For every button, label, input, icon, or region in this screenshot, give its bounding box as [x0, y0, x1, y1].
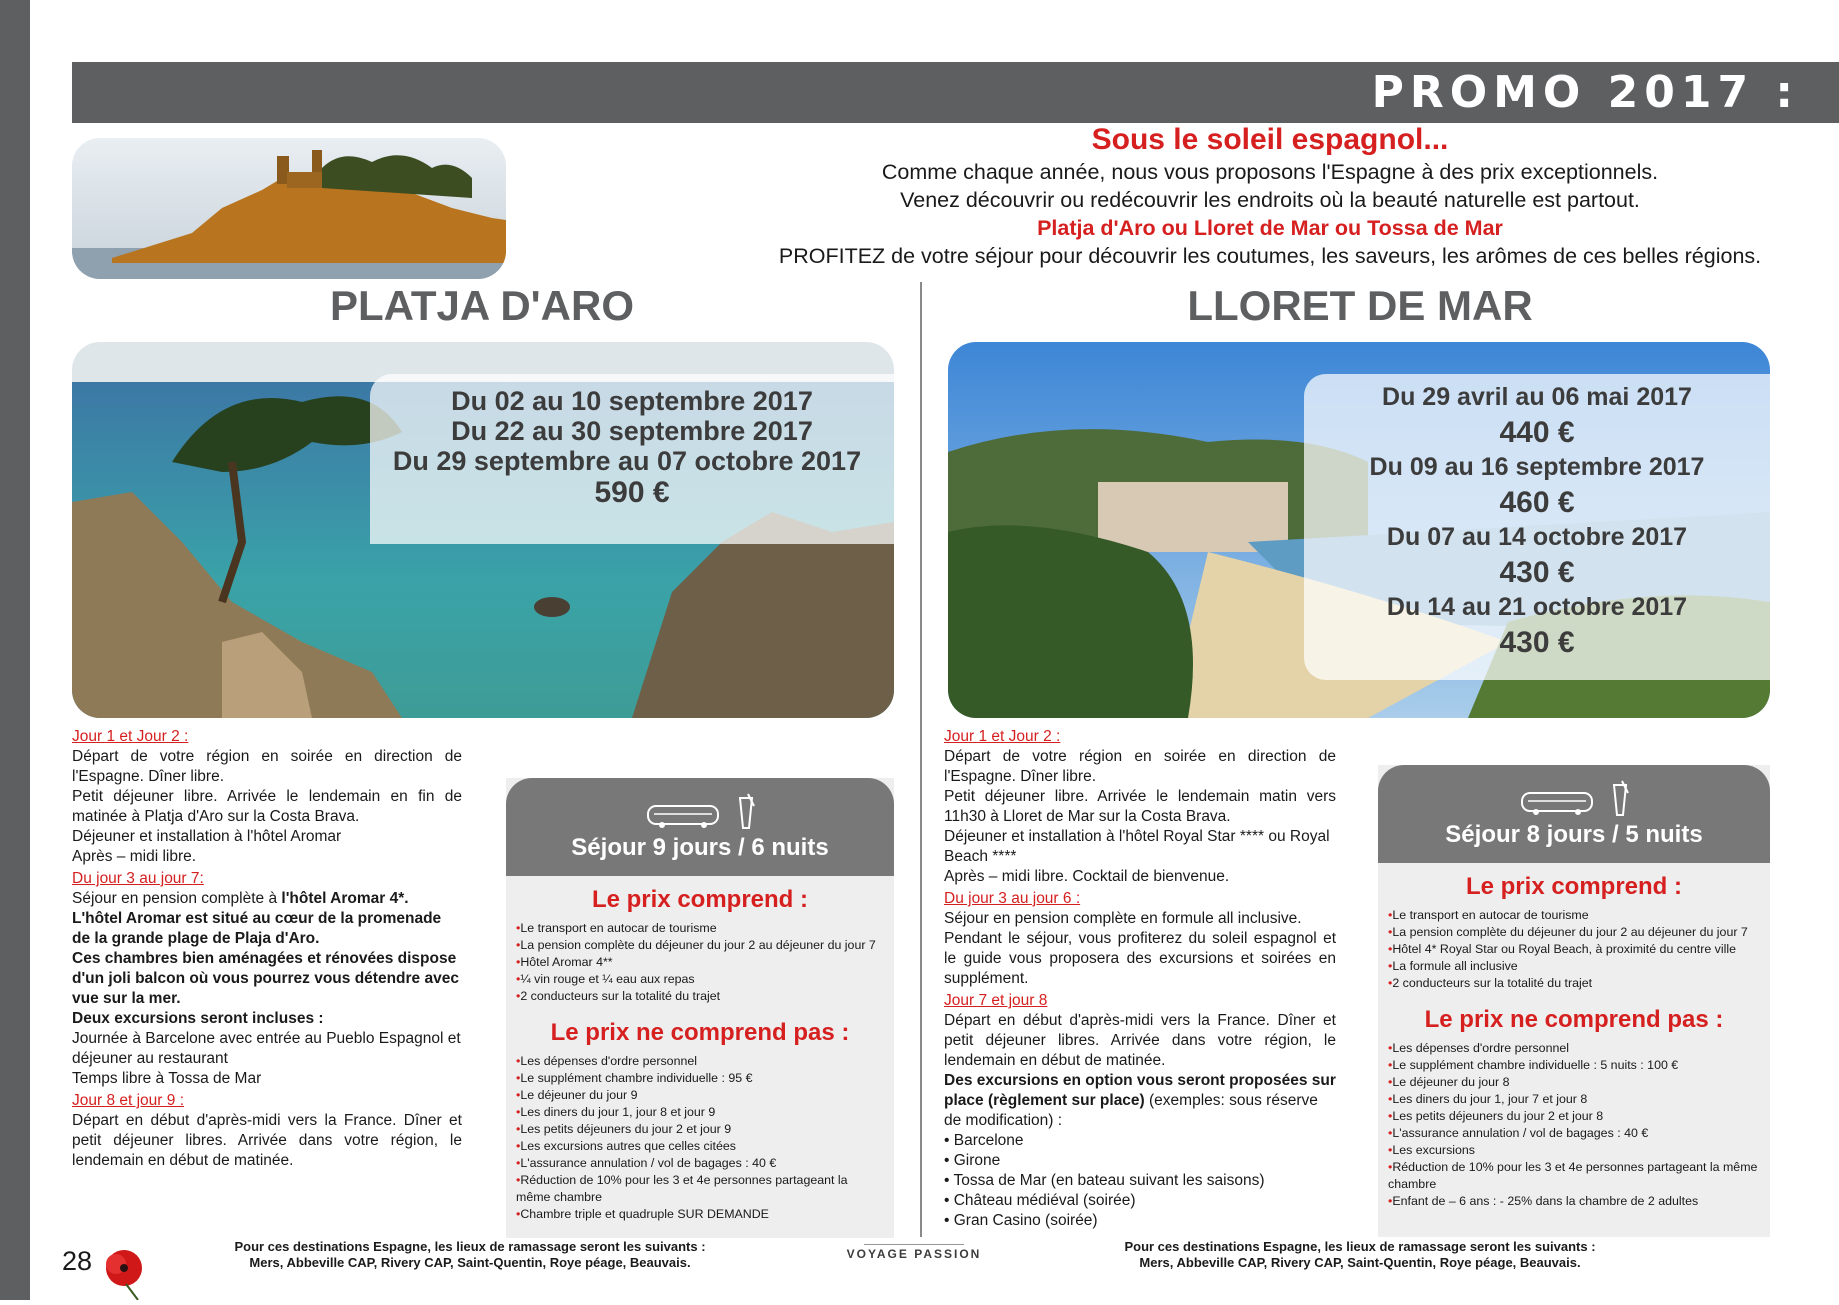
platja-excursions-label: Deux excursions seront incluses : — [72, 1010, 324, 1027]
lloret-comprend-label: Le prix comprend : — [1465, 873, 1683, 900]
lloret-comprend-list — [1378, 907, 1770, 992]
lloret-box-header — [1378, 765, 1770, 863]
page-number: 28 — [62, 1246, 93, 1276]
platja-text: Déjeuner et installation à l'hôtel Aromar — [72, 828, 342, 845]
lloret-text: Séjour en pension complète en formule all inclusive. — [944, 910, 1302, 927]
lloret-box-title: Séjour 8 jours / 5 nuits — [1445, 821, 1703, 848]
platja-text: Après – midi libre. — [72, 848, 197, 865]
lloret-text: Pendant le séjour, vous profiterez du soleil espagnol et le guide vous proposera des excursions et soirées en supplément. — [944, 930, 1336, 987]
list-item: • Gran Casino (soirée) — [944, 1212, 1098, 1229]
bus-icon — [640, 792, 760, 834]
platja-text: Temps libre à Tossa de Mar — [72, 1070, 262, 1087]
lloret-day-1-heading: Jour 1 et Jour 2 : — [944, 728, 1061, 745]
lloret-ne-comprend-label: Le prix ne comprend pas : — [1424, 1006, 1724, 1033]
platja-itinerary — [72, 727, 462, 1171]
platja-hotel-rooms: Ces chambres bien aménagées et rénovées dispose d'un joli balcon où vous pourrez vous détendre avec vue sur la mer. — [72, 950, 459, 1007]
voyage-passion-logo — [844, 1244, 984, 1261]
platja-hotel-location: L'hôtel Aromar est situé au cœur de la promenade de la grande plage de Plaja d'Aro. — [72, 910, 442, 947]
column-divider — [920, 282, 922, 1237]
platja-text: Journée à Barcelone avec entrée au Pueblo Espagnol et déjeuner au restaurant — [72, 1030, 461, 1067]
castle-photo — [72, 138, 506, 279]
intro-line-2: Venez découvrir ou redécouvrir les endroits où la beauté naturelle est partout. — [900, 188, 1640, 212]
list-item: • Tossa de Mar (en bateau suivant les saisons) — [944, 1172, 1265, 1189]
lloret-date-3: Du 07 au 14 octobre 2017 — [1386, 523, 1688, 551]
lloret-text: Après – midi libre. Cocktail de bienvenue. — [944, 868, 1230, 885]
transport-icons — [1378, 765, 1770, 821]
platja-date-2: Du 22 au 30 septembre 2017 — [451, 416, 813, 446]
list-item: • La pension complète du déjeuner du jour 2 au déjeuner du jour 7 — [516, 937, 884, 954]
lloret-ne-comprend-list — [1378, 1040, 1770, 1210]
platja-price-box — [506, 778, 894, 1238]
pickup-line-1: Pour ces destinations Espagne, les lieux de ramassage seront les suivants : — [1124, 1239, 1596, 1254]
lloret-price-3: 430 € — [1499, 556, 1575, 589]
list-item: • Les excursions — [1388, 1142, 1760, 1159]
list-item: • 2 conducteurs sur la totalité du trajet — [516, 988, 884, 1005]
list-item: • Barcelone — [944, 1132, 1024, 1149]
platja-comprend-list — [506, 920, 894, 1005]
platja-text: Départ de votre région en soirée en direction de l'Espagne. Dîner libre. — [72, 748, 462, 785]
list-item: • Le déjeuner du jour 8 — [1388, 1074, 1760, 1091]
list-item: • ¼ vin rouge et ¼ eau aux repas — [516, 971, 884, 988]
lloret-day-7-heading: Jour 7 et jour 8 — [944, 992, 1048, 1009]
lloret-text: Départ en début d'après-midi vers la France. Dîner et petit déjeuner libres. Arrivée dans votre région, le lendemain en début de matinée. — [944, 1012, 1336, 1069]
platja-text: Petit déjeuner libre. Arrivée le lendemain en fin de matinée à Platja d'Aro sur la Costa Brava. — [72, 788, 462, 825]
platja-hotel-name: l'hôtel Aromar 4*. — [281, 890, 409, 907]
platja-text-span: Séjour en pension complète à — [72, 890, 282, 907]
lloret-dates-panel — [1304, 374, 1770, 680]
list-item: • Chambre triple et quadruple SUR DEMANDE — [516, 1206, 884, 1223]
lloret-options-bold: Des excursions en option vous seront proposées sur place (règlement sur place) — [944, 1072, 1336, 1109]
list-item: • La formule all inclusive — [1388, 958, 1760, 975]
platja-ne-comprend-label: Le prix ne comprend pas : — [550, 1019, 850, 1046]
list-item: • L'assurance annulation / vol de bagages : 40 € — [516, 1155, 884, 1172]
list-item: • La pension complète du déjeuner du jour 2 au déjeuner du jour 7 — [1388, 924, 1760, 941]
list-item: • L'assurance annulation / vol de bagages : 40 € — [1388, 1125, 1760, 1142]
list-item: • Les diners du jour 1, jour 7 et jour 8 — [1388, 1091, 1760, 1108]
list-item: • Les petits déjeuners du jour 2 et jour 8 — [1388, 1108, 1760, 1125]
intro-title: Sous le soleil espagnol... — [1091, 123, 1449, 156]
list-item: • Enfant de – 6 ans : - 25% dans la chambre de 2 adultes — [1388, 1193, 1760, 1210]
list-item: • Les petits déjeuners du jour 2 et jour 9 — [516, 1121, 884, 1138]
intro-line-4: PROFITEZ de votre séjour pour découvrir les coutumes, les saveurs, les arômes de ces belles régions. — [778, 244, 1762, 268]
intro-destinations: Platja d'Aro ou Lloret de Mar ou Tossa de Mar — [1037, 216, 1503, 240]
lloret-date-1: Du 29 avril au 06 mai 2017 — [1382, 383, 1692, 411]
lloret-price-box — [1378, 765, 1770, 1237]
bus-icon — [1514, 779, 1634, 821]
platja-price: 590 € — [594, 476, 670, 509]
list-item: • 2 conducteurs sur la totalité du trajet — [1388, 975, 1760, 992]
platja-ne-comprend-list — [506, 1053, 894, 1223]
lloret-options-note: (exemples: sous réserve de modification) : — [944, 1092, 1318, 1129]
list-item: • Le transport en autocar de tourisme — [1388, 907, 1760, 924]
lloret-itinerary — [944, 727, 1336, 1231]
left-margin-bar — [0, 0, 30, 1300]
pickup-line-1: Pour ces destinations Espagne, les lieux de ramassage seront les suivants : — [234, 1239, 706, 1254]
pickup-line-2: Mers, Abbeville CAP, Rivery CAP, Saint-Quentin, Roye péage, Beauvais. — [249, 1255, 691, 1270]
platja-box-title: Séjour 9 jours / 6 nuits — [571, 834, 829, 861]
list-item: • Les diners du jour 1, jour 8 et jour 9 — [516, 1104, 884, 1121]
list-item: • Le déjeuner du jour 9 — [516, 1087, 884, 1104]
list-item: • Le supplément chambre individuelle : 95 € — [516, 1070, 884, 1087]
platja-day-8-heading: Jour 8 et jour 9 : — [72, 1092, 185, 1109]
lloret-text: Déjeuner et installation à l'hôtel Royal Star **** ou Royal Beach **** — [944, 828, 1330, 865]
platja-date-1: Du 02 au 10 septembre 2017 — [451, 386, 813, 416]
list-item: • Les excursions autres que celles citées — [516, 1138, 884, 1155]
list-item: • Girone — [944, 1152, 1001, 1169]
platja-comprend-label: Le prix comprend : — [591, 886, 809, 913]
list-item: • Les dépenses d'ordre personnel — [1388, 1040, 1760, 1057]
lloret-text: Petit déjeuner libre. Arrivée le lendemain matin vers 11h30 à Lloret de Mar sur la Costa Brava. — [944, 788, 1336, 825]
platja-text: Départ en début d'après-midi vers la France. Dîner et petit déjeuner libres. Arrivée dans votre région, le lendemain en début de matinée. — [72, 1112, 462, 1169]
platja-pickup-note — [180, 1239, 760, 1271]
list-item: • Château médiéval (soirée) — [944, 1192, 1136, 1209]
lloret-price-2: 460 € — [1499, 486, 1575, 519]
platja-date-3: Du 29 septembre au 07 octobre 2017 — [392, 446, 862, 476]
logo-rule — [864, 1244, 964, 1245]
promo-title: PROMO 2017 : — [1371, 67, 1799, 118]
list-item: • Les dépenses d'ordre personnel — [516, 1053, 884, 1070]
pickup-line-2: Mers, Abbeville CAP, Rivery CAP, Saint-Quentin, Roye péage, Beauvais. — [1139, 1255, 1581, 1270]
lloret-price-1: 440 € — [1499, 416, 1575, 449]
platja-dates-panel — [370, 374, 894, 544]
lloret-price-4: 430 € — [1499, 626, 1575, 659]
list-item: • Réduction de 10% pour les 3 et 4e personnes partageant la même chambre — [1388, 1159, 1760, 1193]
platja-heading: PLATJA D'ARO — [330, 282, 634, 329]
lloret-date-2: Du 09 au 16 septembre 2017 — [1369, 453, 1705, 481]
intro-block — [770, 122, 1770, 270]
lloret-day-3-heading: Du jour 3 au jour 6 : — [944, 890, 1081, 907]
list-item: • Hôtel Aromar 4** — [516, 954, 884, 971]
list-item: • Le supplément chambre individuelle : 5 nuits : 100 € — [1388, 1057, 1760, 1074]
lloret-pickup-note — [1070, 1239, 1650, 1271]
logo-text: VOYAGE PASSION — [846, 1247, 982, 1261]
poppy-icon — [100, 1248, 148, 1300]
lloret-heading: LLORET DE MAR — [1187, 282, 1533, 329]
intro-line-1: Comme chaque année, nous vous proposons l'Espagne à des prix exceptionnels. — [881, 160, 1659, 184]
list-item: • Le transport en autocar de tourisme — [516, 920, 884, 937]
lloret-text: Départ de votre région en soirée en direction de l'Espagne. Dîner libre. — [944, 748, 1336, 785]
platja-day-1-heading: Jour 1 et Jour 2 : — [72, 728, 189, 745]
platja-text — [72, 889, 462, 909]
platja-box-header — [506, 778, 894, 876]
platja-day-3-heading: Du jour 3 au jour 7: — [72, 870, 204, 887]
list-item: • Réduction de 10% pour les 3 et 4e personnes partageant la même chambre — [516, 1172, 884, 1206]
list-item: • Hôtel 4* Royal Star ou Royal Beach, à proximité du centre ville — [1388, 941, 1760, 958]
transport-icons — [506, 778, 894, 834]
lloret-date-4: Du 14 au 21 octobre 2017 — [1386, 593, 1688, 621]
lloret-options — [944, 1071, 1336, 1131]
